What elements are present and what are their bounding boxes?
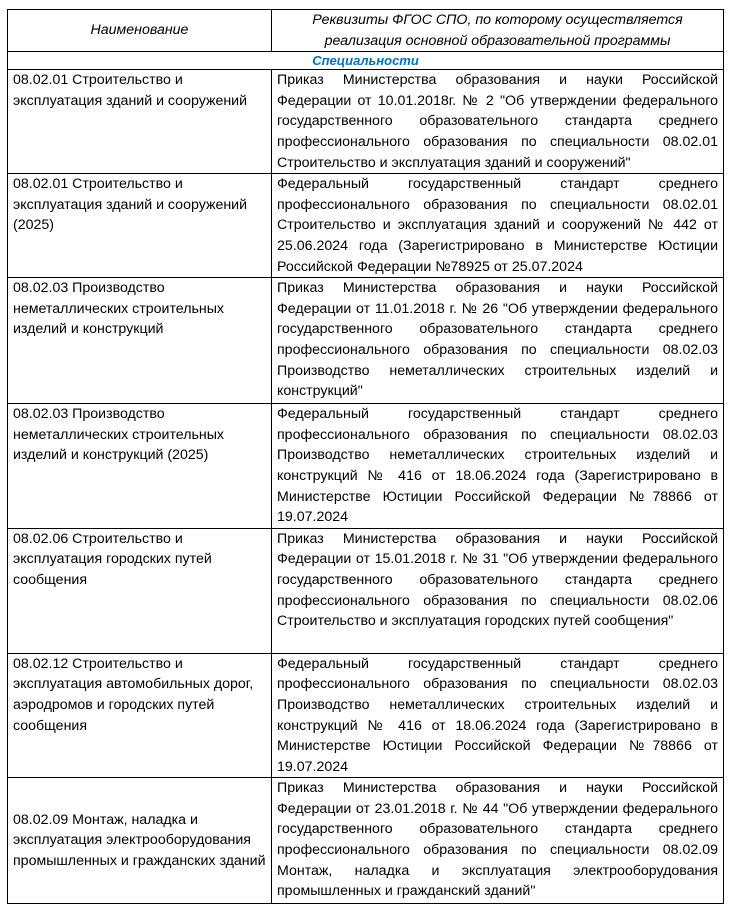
table-row: [8, 70, 724, 174]
table-row: [8, 528, 724, 653]
program-requisites: Приказ Министерства образования и науки Российской Федерации от 10.01.2018г. № 2 "Об утверждении федерального государственного образовательного стандарта среднего профессионального образования по специальности 08.02.01 Строительство и эксплуатация зданий и сооружений": [272, 70, 724, 174]
table-row: [8, 778, 724, 904]
program-name: 08.02.03 Производство неметаллических строительных изделий и конструкций: [8, 278, 272, 404]
section-row: [8, 52, 724, 70]
program-requisites: Федеральный государственный стандарт среднего профессионального образования по специальности 08.02.01 Строительство и эксплуатация зданий и сооружений № 442 от 25.06.2024 года (Зарегистрировано в Министерстве Юстиции Российской Федерации №78925 от 25.07.2024: [272, 174, 724, 278]
table-header-row: [8, 10, 724, 52]
section-title: Специальности: [8, 52, 724, 70]
program-name: 08.02.09 Монтаж, наладка и эксплуатация электрооборудования промышленных и гражданских зданий: [8, 778, 272, 904]
program-name: 08.02.01 Строительство и эксплуатация зданий и сооружений (2025): [8, 174, 272, 278]
table-row: [8, 404, 724, 529]
header-requisites: Реквизиты ФГОС СПО, по которому осуществляется реализация основной образовательной программы: [272, 10, 724, 52]
program-name: 08.02.06 Строительство и эксплуатация городских путей сообщения: [8, 528, 272, 653]
program-name: 08.02.03 Производство неметаллических строительных изделий и конструкций (2025): [8, 404, 272, 529]
program-requisites: Федеральный государственный стандарт среднего профессионального образования по специальности 08.02.03 Производство неметаллических строительных изделий и конструкций № 416 от 18.06.2024 года (Зарегистрировано в Министерстве Юстиции Российской Федерации №78866 от 19.07.2024: [272, 404, 724, 529]
table-row: [8, 653, 724, 778]
program-requisites: Приказ Министерства образования и науки Российской Федерации от 23.01.2018 г. № 44 "Об утверждении федерального государственного образовательного стандарта среднего профессионального образования по специальности 08.02.09 Монтаж, наладка и эксплуатация электрооборудования промышленных и гражданский зданий": [272, 778, 724, 904]
program-requisites: Федеральный государственный стандарт среднего профессионального образования по специальности 08.02.03 Производство неметаллических строительных изделий и конструкций № 416 от 18.06.2024 года (Зарегистрировано в Министерстве Юстиции Российской Федерации №78866 от 19.07.2024: [272, 653, 724, 778]
table-row: [8, 174, 724, 278]
fgos-table: [7, 9, 724, 904]
program-name: 08.02.12 Строительство и эксплуатация автомобильных дорог, аэродромов и городских путей сообщения: [8, 653, 272, 778]
program-requisites: Приказ Министерства образования и науки Российской Федерации от 15.01.2018 г. № 31 "Об утверждении федерального государственного образовательного стандарта среднего профессионального образования по специальности 08.02.06 Строительство и эксплуатация городских путей сообщения": [272, 528, 724, 653]
program-requisites: Приказ Министерства образования и науки Российской Федерации от 11.01.2018 г. № 26 "Об утверждении федерального государственного образовательного стандарта среднего профессионального образования по специальности 08.02.03 Производство неметаллических строительных изделий и конструкций": [272, 278, 724, 404]
program-name: 08.02.01 Строительство и эксплуатация зданий и сооружений: [8, 70, 272, 174]
header-name: Наименование: [8, 10, 272, 52]
table-row: [8, 278, 724, 404]
